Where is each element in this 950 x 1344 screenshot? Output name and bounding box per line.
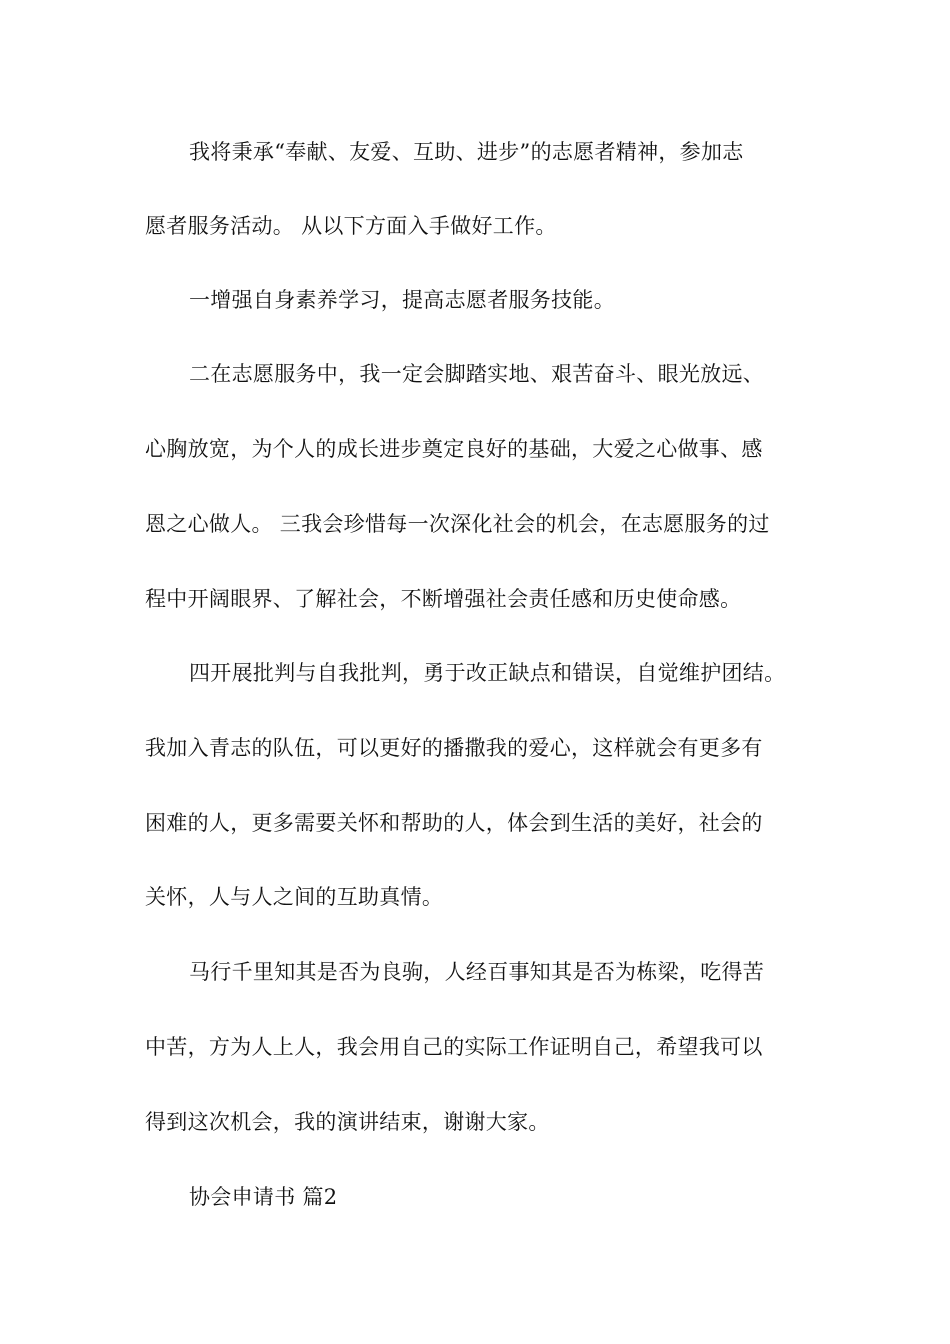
paragraph-line: 二在志愿服务中，我一定会脚踏实地、艰苦奋斗、眼光放远、 — [189, 362, 765, 386]
paragraph-line: 关怀，人与人之间的互助真情。 — [145, 885, 444, 909]
paragraph-line: 我加入青志的队伍，可以更好的播撒我的爱心，这样就会有更多有 — [145, 736, 763, 760]
paragraph-line: 困难的人，更多需要关怀和帮助的人，体会到生活的美好，社会的 — [145, 811, 763, 835]
paragraph-line: 愿者服务活动。 从以下方面入手做好工作。 — [145, 214, 557, 238]
paragraph-line: 马行千里知其是否为良驹，人经百事知其是否为栋梁，吃得苦 — [189, 960, 765, 984]
paragraph-line: 恩之心做人。 三我会珍惜每一次深化社会的机会，在志愿服务的过 — [145, 512, 770, 536]
paragraph-line: 心胸放宽，为个人的成长进步奠定良好的基础，大爱之心做事、感 — [145, 437, 763, 461]
paragraph-line: 中苦，方为人上人，我会用自己的实际工作证明自己，希望我可以 — [145, 1035, 763, 1059]
paragraph-line: 四开展批判与自我批判，勇于改正缺点和错误，自觉维护团结。 — [189, 661, 786, 685]
paragraph-line: 我将秉承“奉献、友爱、互助、进步”的志愿者精神，参加志 — [189, 140, 744, 164]
paragraph-line: 得到这次机会，我的演讲结束，谢谢大家。 — [145, 1110, 550, 1134]
section-heading: 协会申请书 篇2 — [189, 1185, 338, 1209]
paragraph-line: 一增强自身素养学习，提高志愿者服务技能。 — [189, 288, 615, 312]
paragraph-line: 程中开阔眼界、了解社会，不断增强社会责任感和历史使命感。 — [145, 587, 742, 611]
